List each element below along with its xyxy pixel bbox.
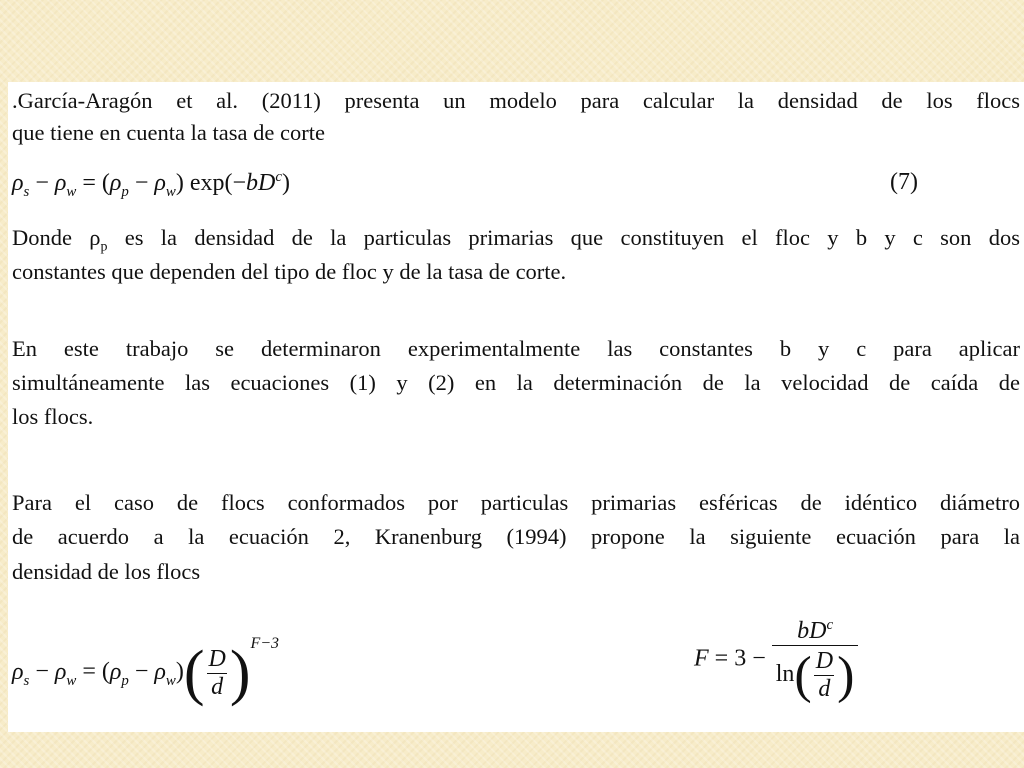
f-equation: F = 3 − $bD^c$ ln( $\frac{D}{d}$ )	[694, 617, 858, 703]
equation-7-number: (7)	[890, 169, 918, 195]
paragraph-2-text-before: Donde	[12, 225, 90, 250]
d-over-d-fraction: $\frac{D}{d}$	[208, 645, 226, 700]
paragraph-4-line-2: de acuerdo a la ecuación 2, Kranenburg (1994) propone la siguiente ecuación para la	[12, 524, 1020, 549]
paragraph-1-line-1: .García-Aragón et al. (2011) presenta un modelo para calcular la densidad de los flocs	[12, 88, 1020, 113]
f-fraction: $bD^c$ ln( $\frac{D}{d}$ )	[772, 617, 859, 703]
paragraph-1-line-2: que tiene en cuenta la tasa de corte	[12, 120, 325, 145]
paragraph-3-line-1: En este trabajo se determinaron experimentalmente las constantes b y c para aplicar	[12, 336, 1020, 361]
slide-page	[8, 82, 1024, 732]
rho-subscript: p	[100, 239, 108, 255]
paragraph-3-line-2: simultáneamente las ecuaciones (1) y (2) en la determinación de la velocidad de caída de	[12, 370, 1020, 395]
paragraph-2-line-1	[12, 225, 1020, 261]
paragraph-2-line-2: constantes que dependen del tipo de floc y de la tasa de corte.	[12, 259, 567, 284]
equation-7: $\rho_s - \rho_w = (\rho_p - \rho_w)$ $\exp(-bD^c)$	[12, 169, 290, 200]
paragraph-4-line-3: densidad de los flocs	[12, 559, 201, 584]
paragraph-4-line-1: Para el caso de flocs conformados por particulas primarias esféricas de idéntico diámetro	[12, 490, 1020, 515]
rho-symbol: ρ	[89, 225, 101, 250]
kranenburg-equation: $\rho_s - \rho_w = (\rho_p - \rho_w)$( $\frac{D}{d}$ )$^{F-3}$	[12, 634, 280, 707]
paragraph-3-line-3: los flocs.	[12, 404, 94, 429]
paragraph-2-text-after: es la densidad de la particulas primarias que constituyen el floc y b y c son dos	[107, 225, 1020, 250]
